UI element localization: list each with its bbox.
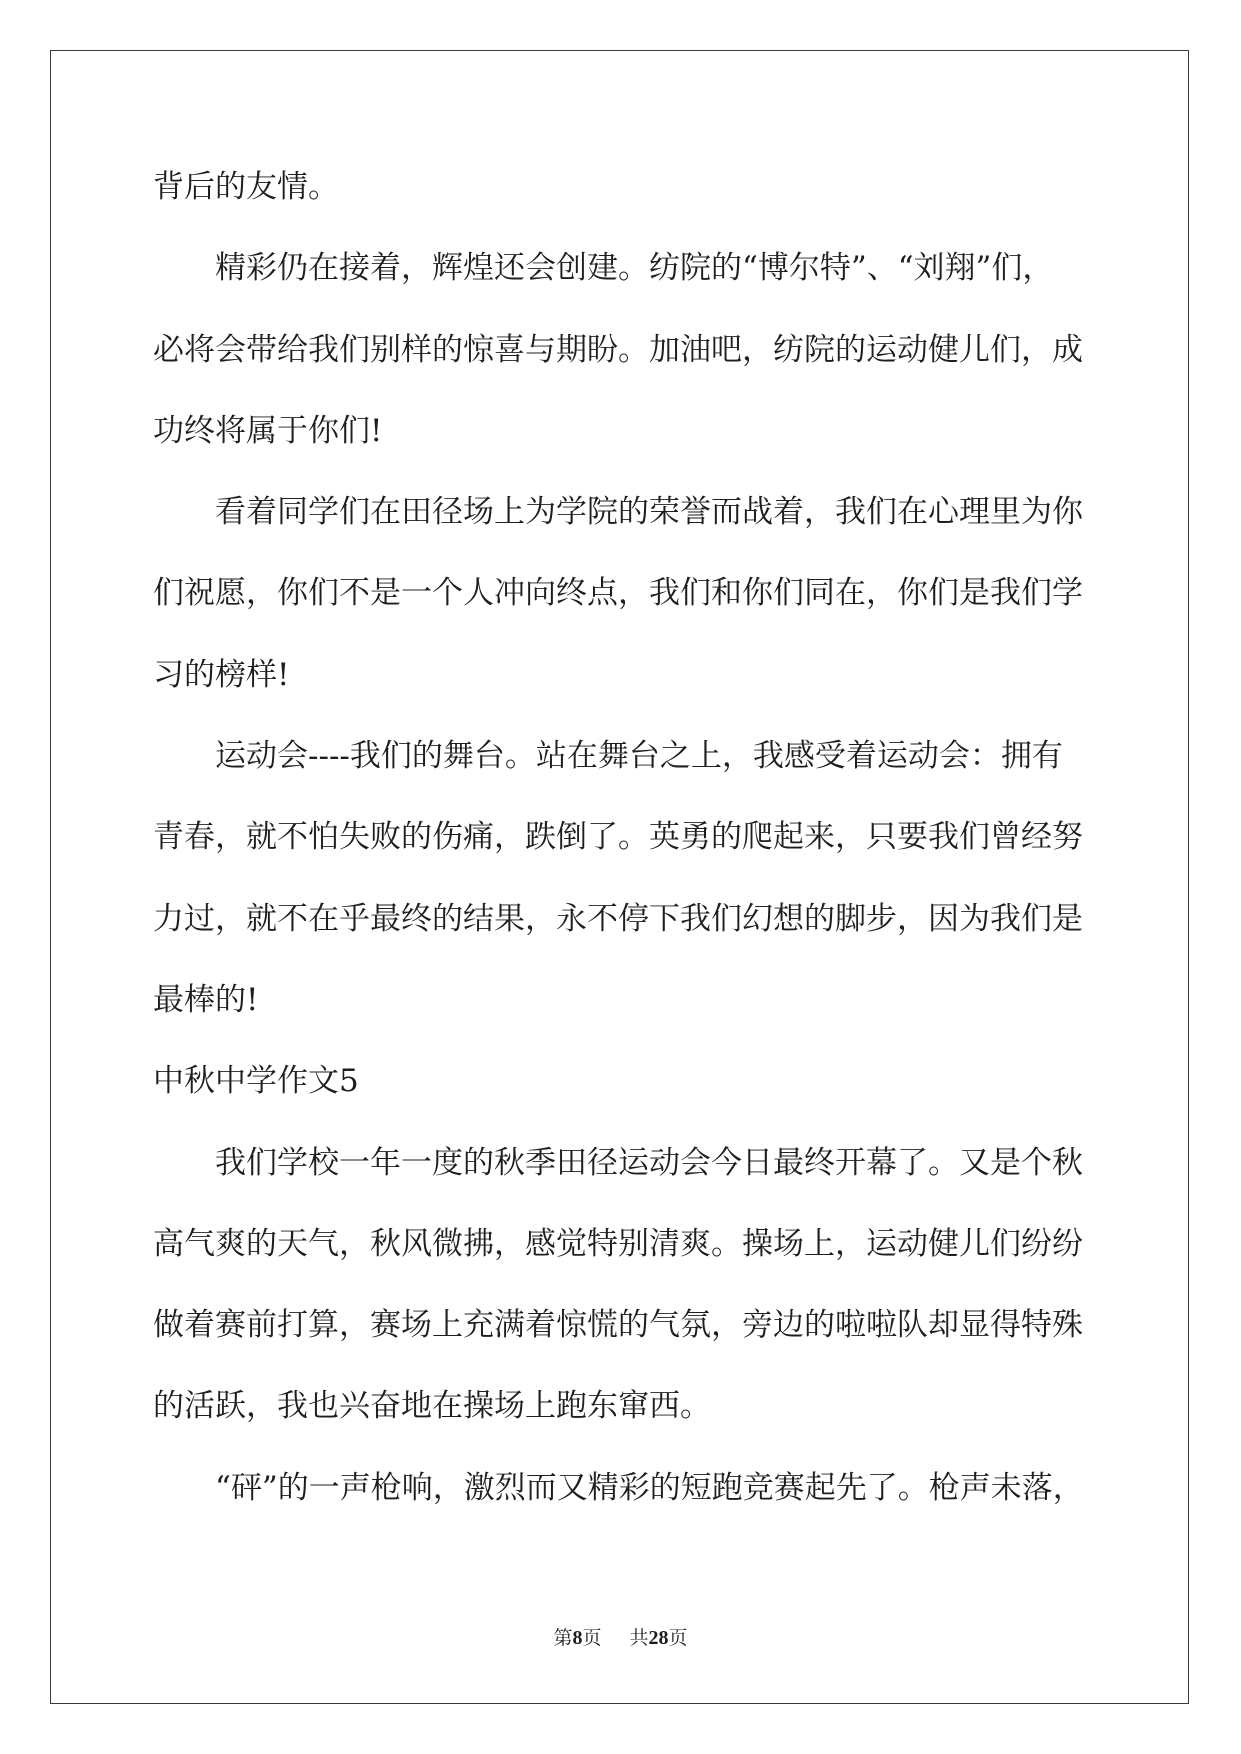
- page-footer: [0, 1625, 1241, 1651]
- text-line: “砰”的一声枪响，激烈而又精彩的短跑竞赛起先了。枪声未落，: [215, 1469, 1084, 1506]
- text-line: 运动会----我们的舞台。站在舞台之上，我感受着运动会：拥有: [215, 738, 1063, 775]
- total-pages: 28: [648, 1627, 669, 1649]
- page-indicator: [553, 1627, 607, 1649]
- page-prefix: 第: [553, 1627, 573, 1649]
- text-line: 精彩仍在接着，辉煌还会创建。纺院的“博尔特”、“刘翔”们，: [215, 250, 1054, 287]
- total-prefix: 共: [629, 1627, 649, 1649]
- paragraph: [153, 228, 1113, 472]
- text-line: 们祝愿，你们不是一个人冲向终点，我们和你们同在，你们是我们学: [153, 575, 1083, 612]
- paragraph: [153, 716, 1113, 1041]
- paragraph: [153, 147, 1113, 228]
- paragraph: [153, 472, 1113, 716]
- text-line: 的活跃，我也兴奋地在操场上跑东窜西。: [153, 1388, 711, 1425]
- text-line: 习的榜样!: [153, 656, 290, 693]
- text-line: 力过，就不在乎最终的结果，永不停下我们幻想的脚步，因为我们是: [153, 900, 1083, 937]
- page-number: 8: [572, 1627, 583, 1649]
- page-suffix: 页: [582, 1627, 602, 1649]
- text-line: 做着赛前打算，赛场上充满着惊慌的气氛，旁边的啦啦队却显得特殊: [153, 1307, 1083, 1344]
- paragraph: [153, 1448, 1113, 1529]
- text-line: 最棒的!: [153, 981, 259, 1018]
- total-suffix: 页: [668, 1627, 688, 1649]
- text-line: 功终将属于你们!: [153, 412, 383, 449]
- text-line: 我们学校一年一度的秋季田径运动会今日最终开幕了。又是个秋: [215, 1144, 1083, 1181]
- text-line: 高气爽的天气，秋风微拂，感觉特别清爽。操场上，运动健儿们纷纷: [153, 1225, 1083, 1262]
- text-line: 背后的友情。: [153, 169, 339, 205]
- text-line: 青春，就不怕失败的伤痛，跌倒了。英勇的爬起来，只要我们曾经努: [153, 819, 1083, 856]
- section-heading: 中秋中学作文5: [153, 1063, 359, 1100]
- total-pages-indicator: [630, 1627, 688, 1649]
- paragraph: [153, 1123, 1113, 1448]
- text-line: 看着同学们在田径场上为学院的荣誉而战着，我们在心理里为你: [215, 494, 1083, 531]
- document-body: [153, 147, 1113, 1529]
- text-line: 必将会带给我们别样的惊喜与期盼。加油吧，纺院的运动健儿们，成: [153, 331, 1083, 368]
